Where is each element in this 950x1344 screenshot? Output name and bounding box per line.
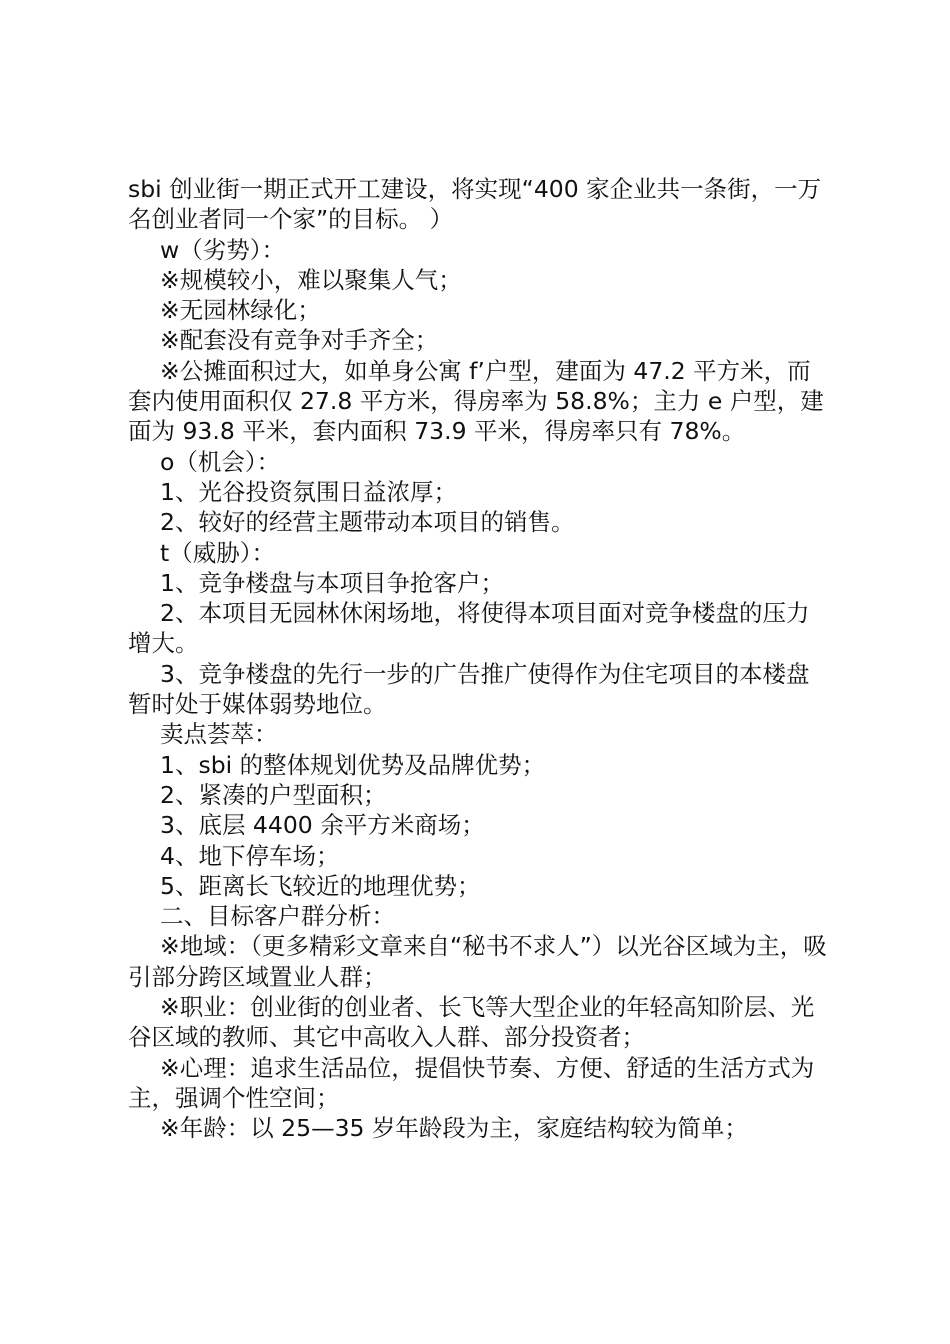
selling-point-item: 4、地下停车场； [160, 841, 340, 870]
weakness-item: ※无园林绿化； [160, 296, 321, 325]
target-customer-item: ※心理：追求生活品位，提倡快节奏、方便、舒适的生活方式为主，强调个性空间； [128, 1053, 815, 1112]
heading-weakness: w（劣势）： [160, 235, 285, 264]
target-customer-item: ※职业：创业街的创业者、长飞等大型企业的年轻高知阶层、光谷区域的教师、其它中高收入人群、部分投资者； [128, 993, 815, 1052]
threat-item: 3、竞争楼盘的先行一步的广告推广使得作为住宅项目的本楼盘暂时处于媒体弱势地位。 [128, 659, 810, 719]
weakness-item: ※配套没有竞争对手齐全； [160, 326, 439, 355]
opportunity-item: 2、较好的经营主题带动本项目的销售。 [160, 508, 575, 537]
weakness-item: ※公摊面积过大，如单身公寓 f’户型，建面为 47.2 平方米，而套内使用面积仅 27.8 平方米，得房率为 58.8%；主力 e 户型，建面为 93.8 平米，套内面积 73.9 平米，得房率只有 78%。 [128, 356, 824, 446]
heading-selling-points: 卖点荟萃： [160, 720, 278, 749]
opportunity-item: 1、光谷投资氛围日益浓厚； [160, 477, 457, 506]
selling-point-item: 3、底层 4400 余平方米商场； [160, 811, 485, 840]
selling-point-item: 5、距离长飞较近的地理优势； [160, 871, 481, 900]
paragraph-intro-continuation: sbi 创业街一期正式开工建设，将实现“400 家企业共一条街，一万名创业者同一个家”的目标。 ） [128, 175, 822, 234]
threat-item: 1、竞争楼盘与本项目争抢客户； [160, 568, 504, 597]
heading-threat: t（威胁）： [160, 538, 275, 567]
selling-point-item: 1、sbi 的整体规划优势及品牌优势； [160, 750, 546, 779]
selling-point-item: 2、紧凑的户型面积； [160, 780, 387, 809]
document-body [128, 174, 828, 1144]
target-customer-item: ※年龄：以 25—35 岁年龄段为主，家庭结构较为简单； [160, 1114, 748, 1143]
weakness-item: ※规模较小，难以聚集人气； [160, 265, 462, 294]
target-customer-item: ※地域：（更多精彩文章来自“秘书不求人”）以光谷区域为主，吸引部分跨区域置业人群； [128, 932, 827, 991]
threat-item: 2、本项目无园林休闲场地，将使得本项目面对竞争楼盘的压力增大。 [128, 599, 810, 658]
heading-opportunity: o（机会）： [160, 447, 281, 476]
heading-target-customers: 二、目标客户群分析： [160, 902, 395, 931]
